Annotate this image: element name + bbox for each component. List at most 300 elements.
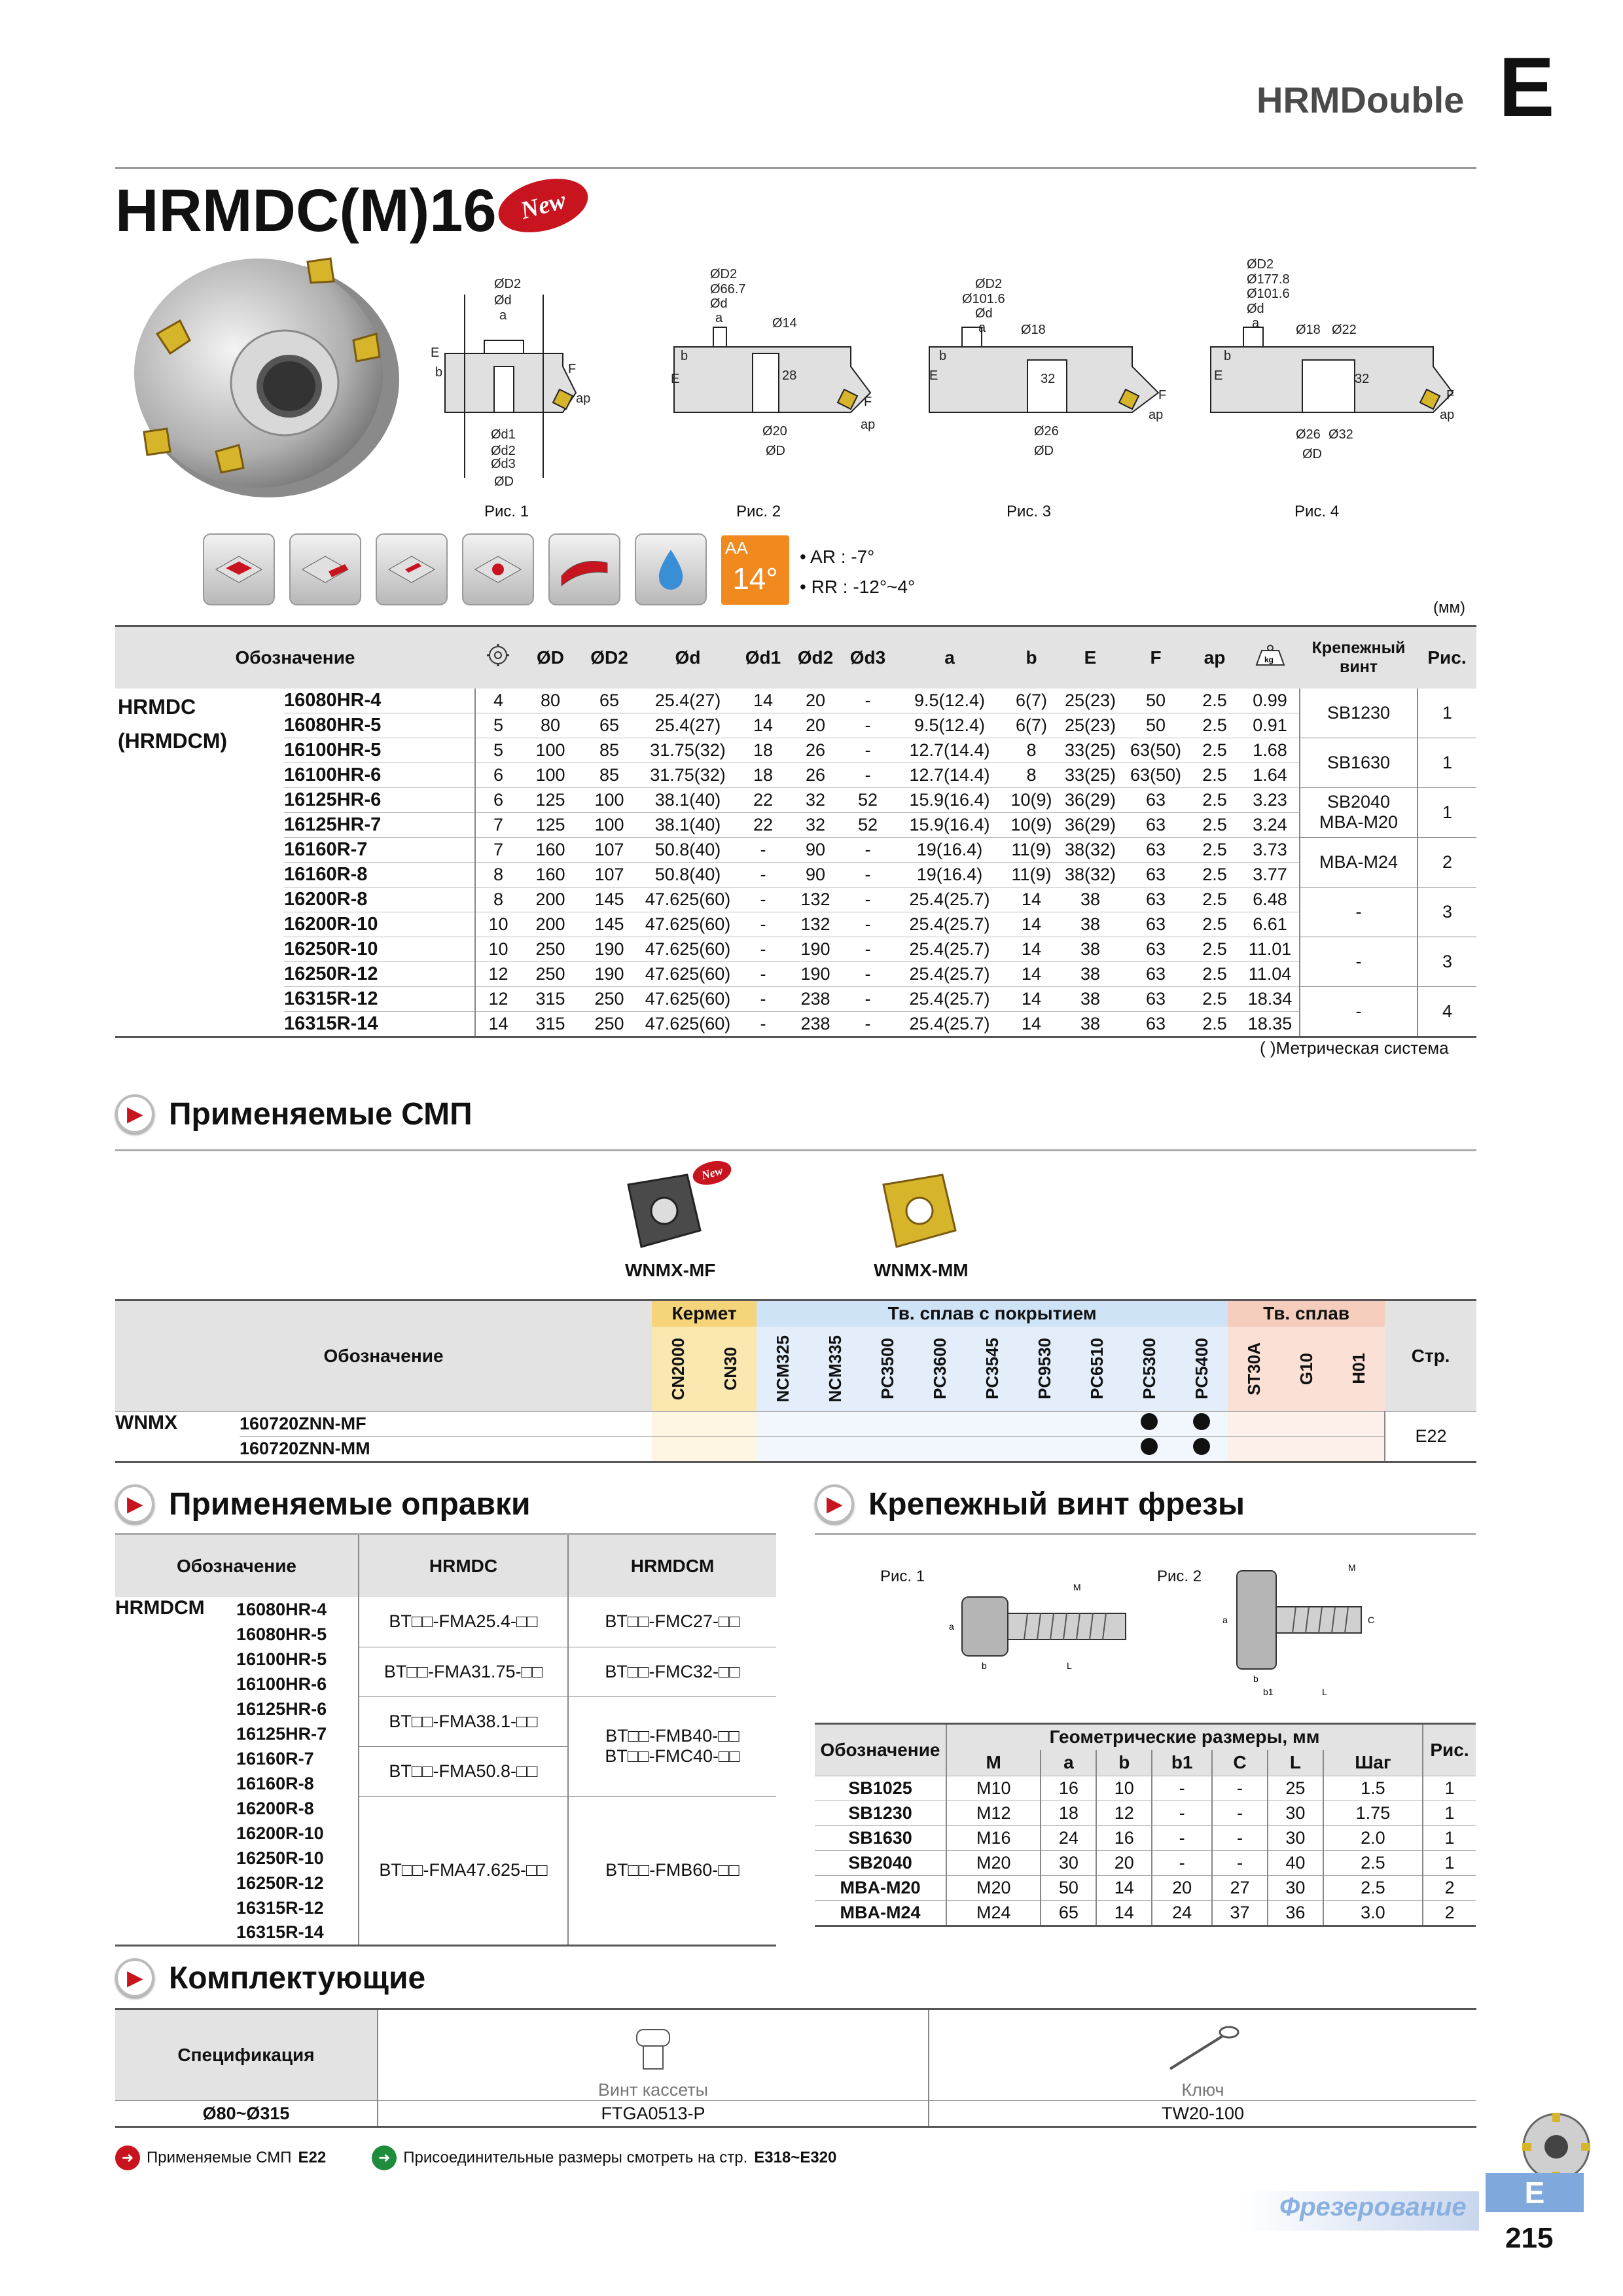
screw-row-fig: 1 <box>1423 1851 1476 1876</box>
screw-row-value: 30 <box>1268 1826 1323 1851</box>
screw-row-value: 2.5 <box>1323 1851 1423 1876</box>
svg-text:M: M <box>1073 1582 1081 1592</box>
screw-row-value: - <box>1212 1801 1268 1826</box>
brand-title: HRMDouble <box>1257 79 1465 120</box>
cell-d: 47.625(60) <box>639 986 737 1011</box>
screw-row-value: 20 <box>1096 1851 1152 1876</box>
grade-label: PC5300 <box>1139 1338 1159 1400</box>
cell-E: 38(32) <box>1058 837 1123 862</box>
svg-text:Ø14: Ø14 <box>772 316 797 331</box>
table-row <box>115 1011 1476 1037</box>
svg-text:E: E <box>1214 368 1223 383</box>
col-a: a <box>894 626 1005 689</box>
cell-d2: 132 <box>789 912 842 937</box>
screw-row-value: 14 <box>1096 1876 1152 1901</box>
svg-text:F: F <box>864 395 872 409</box>
cell-d1: 22 <box>737 787 789 812</box>
screw-row-code: SB1630 <box>848 1828 912 1848</box>
svg-text:Ø101.6: Ø101.6 <box>1247 287 1290 301</box>
grade-label: PC3500 <box>877 1338 897 1400</box>
grade-label: PC5400 <box>1191 1338 1211 1400</box>
technical-drawings <box>412 242 1472 530</box>
row-code: 16080HR-5 <box>284 713 475 738</box>
page-number: 215 <box>1505 2222 1554 2254</box>
grade-cell <box>704 1437 757 1462</box>
screw-row-value: 30 <box>1268 1876 1323 1901</box>
cell-z: 5 <box>475 713 521 738</box>
svg-text:ap: ap <box>576 391 591 406</box>
cell-D2: 85 <box>580 762 639 787</box>
col-b: b <box>1005 626 1058 689</box>
svg-text:a: a <box>978 321 986 335</box>
grade-label: PC3545 <box>982 1338 1002 1400</box>
figure-caption-2: Рис. 2 <box>736 503 781 520</box>
slot-milling-icon <box>376 533 448 605</box>
arbor-code: 16250R-12 <box>236 1873 324 1893</box>
footer-note2-ref[interactable]: E318~E320 <box>754 2149 837 2166</box>
svg-text:ØD2: ØD2 <box>975 277 1003 291</box>
screw-row <box>815 1876 1476 1901</box>
group-carbide: Тв. сплав <box>1228 1300 1385 1327</box>
arbor-hrmdc: BT□□-FMA31.75-□□ <box>359 1647 568 1696</box>
col-d2: Ød2 <box>789 626 842 689</box>
cell-d1: - <box>737 986 789 1011</box>
screw-row-value: M20 <box>946 1851 1041 1876</box>
footer-note1-ref[interactable]: E22 <box>298 2149 327 2166</box>
rake-angles <box>800 542 915 602</box>
screw-col-geometry: Геометрические размеры, мм <box>946 1724 1423 1750</box>
cell-D2: 85 <box>580 738 639 762</box>
cell-a: 15.9(16.4) <box>894 812 1005 837</box>
cell-E: 38 <box>1058 1011 1123 1037</box>
cell-ap: 2.5 <box>1188 986 1241 1011</box>
parts-col-key-label: Ключ <box>1181 2080 1224 2100</box>
screw-dim-header: b1 <box>1152 1750 1212 1776</box>
cell-ap: 2.5 <box>1188 862 1241 887</box>
screw-row-value: 30 <box>1041 1851 1096 1876</box>
svg-text:a: a <box>499 308 507 323</box>
cell-F: 50 <box>1123 713 1188 738</box>
arbor-hrmdcm-2: BT□□-FMC40-□□ <box>605 1746 740 1766</box>
cell-D2: 65 <box>580 713 639 738</box>
row-code: 16100HR-5 <box>284 738 475 762</box>
page-title: HRMDC(M)16 <box>115 177 497 244</box>
cell-z: 12 <box>475 986 521 1011</box>
grade-cell <box>704 1412 757 1437</box>
svg-text:b: b <box>939 349 947 363</box>
svg-text:b: b <box>681 349 688 363</box>
cell-z: 10 <box>475 937 521 961</box>
cell-d2: 238 <box>789 986 842 1011</box>
screw-code-2: MBA-M20 <box>1319 812 1399 832</box>
arbors-section-title: Применяемые оправки <box>169 1486 531 1522</box>
screw-dim-header: C <box>1212 1750 1268 1776</box>
svg-text:Ø22: Ø22 <box>1332 323 1357 337</box>
grade-cell <box>1018 1412 1071 1437</box>
type-label-2: (HRMDCM) <box>118 728 228 753</box>
grade-header <box>1228 1327 1280 1412</box>
grade-cell <box>1280 1437 1332 1462</box>
screw-row-value: 10 <box>1096 1776 1152 1801</box>
cell-d1: 14 <box>737 689 789 713</box>
cell-E: 38 <box>1058 912 1123 937</box>
cell-kg: 0.99 <box>1241 689 1300 713</box>
svg-text:F: F <box>1446 388 1455 403</box>
cell-a: 12.7(14.4) <box>894 762 1005 787</box>
cell-b: 11(9) <box>1005 837 1058 862</box>
cell-z: 8 <box>475 887 521 912</box>
svg-text:a: a <box>1222 1615 1228 1625</box>
grade-header <box>914 1327 966 1412</box>
screw-row-value: 2.0 <box>1323 1826 1423 1851</box>
row-code: 16125HR-6 <box>284 787 475 812</box>
cell-ap: 2.5 <box>1188 837 1241 862</box>
screw-cell <box>1300 887 1418 937</box>
cell-D: 315 <box>521 1011 580 1037</box>
screw-code: SB2040 <box>1327 792 1391 812</box>
grade-cell <box>914 1437 966 1462</box>
cell-ap: 2.5 <box>1188 887 1241 912</box>
cell-d2: 90 <box>789 862 842 887</box>
screw-row-code: MBA-M24 <box>840 1903 921 1922</box>
row-code: 16160R-8 <box>284 862 475 887</box>
grade-cell <box>1175 1437 1228 1462</box>
units-label: (мм) <box>1433 599 1465 617</box>
grade-header <box>1123 1327 1175 1412</box>
svg-text:ØD2: ØD2 <box>1247 257 1274 272</box>
grade-label: NCM335 <box>825 1335 845 1403</box>
cell-b: 14 <box>1005 1011 1058 1037</box>
grade-cell <box>809 1437 861 1462</box>
grade-header <box>1175 1327 1228 1412</box>
arbor-code: 16080HR-5 <box>236 1624 327 1644</box>
cell-d: 47.625(60) <box>639 961 737 986</box>
grade-cell <box>1175 1412 1228 1437</box>
cell-d1: 14 <box>737 713 789 738</box>
section-arrow-icon: ▶ <box>115 1958 154 1998</box>
cell-ap: 2.5 <box>1188 738 1241 762</box>
fig-cell: 1 <box>1418 689 1476 738</box>
cell-ap: 2.5 <box>1188 937 1241 961</box>
parts-col-screw-label: Винт кассеты <box>597 2080 709 2100</box>
screw-fig2-drawing <box>1217 1558 1387 1708</box>
screw-row-fig: 1 <box>1423 1826 1476 1851</box>
cell-D: 160 <box>521 862 580 887</box>
screw-dim-header: Шаг <box>1323 1750 1423 1776</box>
col-F: F <box>1123 626 1188 689</box>
arbor-code: 16315R-12 <box>236 1897 324 1918</box>
grade-header <box>1332 1327 1385 1412</box>
table-row <box>115 862 1476 887</box>
fig-cell: 1 <box>1418 738 1476 787</box>
screw-dim-header: M <box>946 1750 1041 1776</box>
screw-row-value: 27 <box>1212 1876 1268 1901</box>
cell-d1: 22 <box>737 812 789 837</box>
screw-row <box>815 1826 1476 1851</box>
cell-b: 10(9) <box>1005 787 1058 812</box>
grade-header <box>809 1327 861 1412</box>
svg-text:Ød1: Ød1 <box>491 427 516 442</box>
parts-table <box>115 2008 1476 2128</box>
row-code: 16315R-12 <box>284 986 475 1011</box>
cell-d: 50.8(40) <box>639 837 737 862</box>
cell-d3: - <box>842 986 894 1011</box>
section-arrow-icon: ▶ <box>815 1484 854 1524</box>
cell-F: 63 <box>1123 812 1188 837</box>
row-code: 16250R-10 <box>284 937 475 961</box>
cell-d3: - <box>842 713 894 738</box>
svg-text:a: a <box>949 1621 954 1632</box>
cell-b: 8 <box>1005 762 1058 787</box>
metric-footnote: ( )Метрическая система <box>1260 1038 1449 1058</box>
screw-row-code: SB2040 <box>848 1853 912 1873</box>
cell-z: 6 <box>475 787 521 812</box>
cell-d3: - <box>842 862 894 887</box>
fig-cell: 4 <box>1418 986 1476 1037</box>
screw-row-value: M10 <box>946 1776 1041 1801</box>
grade-cell <box>757 1412 809 1437</box>
cell-d: 25.4(27) <box>639 713 737 738</box>
cell-d: 47.625(60) <box>639 1011 737 1037</box>
svg-text:ØD2: ØD2 <box>710 267 738 281</box>
svg-text:Ø101.6: Ø101.6 <box>962 292 1005 306</box>
row-code: 16250R-12 <box>284 961 475 986</box>
cell-ap: 2.5 <box>1188 1011 1241 1037</box>
parts-screw-value: FTGA0513-P <box>378 2101 929 2127</box>
cell-ap: 2.5 <box>1188 912 1241 937</box>
cell-D2: 190 <box>580 937 639 961</box>
svg-text:Ø26: Ø26 <box>1296 427 1321 442</box>
cell-kg: 3.73 <box>1241 837 1300 862</box>
grade-label: CN2000 <box>668 1337 688 1400</box>
cell-D2: 250 <box>580 986 639 1011</box>
table-row <box>115 986 1476 1011</box>
screw-row-value: 1.75 <box>1323 1801 1423 1826</box>
cell-d: 31.75(32) <box>639 762 737 787</box>
cell-d1: - <box>737 837 789 862</box>
cell-a: 25.4(25.7) <box>894 1011 1005 1037</box>
availability-dot <box>1193 1413 1210 1430</box>
col-D2: ØD2 <box>580 626 639 689</box>
cell-kg: 6.48 <box>1241 887 1300 912</box>
cell-a: 15.9(16.4) <box>894 787 1005 812</box>
cell-d3: - <box>842 837 894 862</box>
svg-text:b: b <box>1253 1674 1258 1684</box>
screw-row-value: - <box>1212 1776 1268 1801</box>
screw-cell <box>1300 787 1418 837</box>
col-ap: ap <box>1188 626 1241 689</box>
cell-kg: 18.34 <box>1241 986 1300 1011</box>
cell-d1: - <box>737 912 789 937</box>
cell-E: 38 <box>1058 986 1123 1011</box>
link-arrow-icon: ➜ <box>372 2145 397 2170</box>
screw-row-code: SB1025 <box>848 1778 912 1798</box>
parts-col-spec: Спецификация <box>115 2009 378 2101</box>
screw-row-value: 2.5 <box>1323 1876 1423 1901</box>
svg-text:ØD: ØD <box>1034 444 1054 458</box>
screw-row-code: SB1230 <box>848 1803 912 1823</box>
availability-dot <box>1141 1413 1158 1430</box>
cell-d2: 32 <box>789 787 842 812</box>
cell-d: 50.8(40) <box>639 862 737 887</box>
arbors-section-header <box>115 1484 531 1524</box>
cell-E: 38(32) <box>1058 862 1123 887</box>
cell-a: 19(16.4) <box>894 862 1005 887</box>
cell-ap: 2.5 <box>1188 812 1241 837</box>
cell-a: 19(16.4) <box>894 837 1005 862</box>
fig-cell: 2 <box>1418 837 1476 887</box>
cell-d2: 190 <box>789 937 842 961</box>
screw-row-value: - <box>1212 1851 1268 1876</box>
svg-text:F: F <box>568 362 577 376</box>
svg-text:ØD: ØD <box>766 444 785 458</box>
cell-z: 7 <box>475 837 521 862</box>
type-label-1: HRMDC <box>118 694 196 719</box>
arbor-col-hrmdc: HRMDC <box>359 1535 568 1597</box>
cell-D2: 190 <box>580 961 639 986</box>
cell-ap: 2.5 <box>1188 787 1241 812</box>
arbor-hrmdcm: BT□□-FMB60-□□ <box>568 1796 776 1946</box>
screw-fig1-caption: Рис. 1 <box>880 1568 925 1585</box>
radial-rake: • RR : -12°~4° <box>800 577 916 597</box>
group-coated: Тв. сплав с покрытием <box>757 1300 1228 1327</box>
cell-a: 9.5(12.4) <box>894 713 1005 738</box>
arbor-code: 16200R-10 <box>236 1823 324 1843</box>
arbor-code: 16200R-8 <box>236 1798 314 1818</box>
row-code: 16200R-8 <box>284 887 475 912</box>
link-arrow-icon: ➜ <box>115 2145 140 2170</box>
arbor-code: 16080HR-4 <box>236 1599 327 1619</box>
screw-dimensions-table <box>815 1723 1476 1927</box>
cell-d1: - <box>737 887 789 912</box>
insert-type: WNMX <box>115 1412 177 1433</box>
cell-E: 25(23) <box>1058 713 1123 738</box>
fig-cell: 3 <box>1418 937 1476 986</box>
arbor-code: 16250R-10 <box>236 1848 324 1868</box>
screw-row <box>815 1901 1476 1926</box>
svg-text:Ø18: Ø18 <box>1021 323 1046 337</box>
svg-text:Ø66.7: Ø66.7 <box>710 282 746 296</box>
col-designation: Обозначение <box>115 626 475 689</box>
cell-b: 14 <box>1005 887 1058 912</box>
cell-a: 9.5(12.4) <box>894 689 1005 713</box>
cell-z: 12 <box>475 961 521 986</box>
cell-E: 33(25) <box>1058 738 1123 762</box>
cell-D: 125 <box>521 812 580 837</box>
screw-row-value: - <box>1152 1801 1212 1826</box>
screw-row-value: 16 <box>1096 1826 1152 1851</box>
cell-kg: 11.04 <box>1241 961 1300 986</box>
cell-z: 4 <box>475 689 521 713</box>
cell-a: 25.4(25.7) <box>894 912 1005 937</box>
grade-cell <box>1228 1437 1280 1462</box>
cell-z: 5 <box>475 738 521 762</box>
screw-code: - <box>1355 1001 1362 1021</box>
screw-row-value: - <box>1152 1826 1212 1851</box>
cell-d3: - <box>842 887 894 912</box>
parts-section-header <box>115 1958 425 1998</box>
insert-mm-label: WNMX-MM <box>874 1260 969 1280</box>
cell-d1: - <box>737 937 789 961</box>
insert-col-designation: Обозначение <box>115 1300 652 1412</box>
cell-d: 47.625(60) <box>639 887 737 912</box>
svg-text:L: L <box>1067 1660 1072 1671</box>
cell-z: 7 <box>475 812 521 837</box>
cell-kg: 1.68 <box>1241 738 1300 762</box>
pocket-milling-icon <box>462 533 534 605</box>
table-row <box>115 762 1476 787</box>
screw-code: MBA-M24 <box>1319 852 1399 872</box>
col-E: E <box>1058 626 1123 689</box>
cell-ap: 2.5 <box>1188 713 1241 738</box>
cell-d2: 90 <box>789 837 842 862</box>
screw-section-header <box>815 1484 1245 1524</box>
section-arrow-icon: ▶ <box>115 1094 154 1134</box>
grade-cell <box>966 1437 1018 1462</box>
cell-d3: - <box>842 961 894 986</box>
screw-row-value: - <box>1152 1776 1212 1801</box>
grade-cell <box>1228 1412 1280 1437</box>
cell-d1: 18 <box>737 762 789 787</box>
grade-cell <box>861 1437 914 1462</box>
arbor-code: 16100HR-6 <box>236 1674 327 1694</box>
cell-F: 63 <box>1123 787 1188 812</box>
cell-d: 31.75(32) <box>639 738 737 762</box>
insert-col-page: Стр. <box>1385 1300 1476 1412</box>
inserts-section-title: Применяемые СМП <box>169 1096 473 1132</box>
cell-b: 14 <box>1005 912 1058 937</box>
grade-cell <box>1123 1412 1175 1437</box>
screw-row <box>815 1801 1476 1826</box>
screw-row-value: - <box>1152 1851 1212 1876</box>
grade-label: CN30 <box>720 1347 740 1391</box>
svg-text:Ø32: Ø32 <box>1329 427 1353 442</box>
screw-row-value: 65 <box>1041 1901 1096 1926</box>
cell-ap: 2.5 <box>1188 689 1241 713</box>
screw-row-fig: 1 <box>1423 1801 1476 1826</box>
cell-kg: 3.24 <box>1241 812 1300 837</box>
grade-label: NCM325 <box>772 1335 793 1403</box>
screw-row-value: 3.0 <box>1323 1901 1423 1926</box>
grade-label: ST30A <box>1243 1342 1264 1395</box>
table-row <box>115 912 1476 937</box>
screw-row-value: 14 <box>1096 1901 1152 1926</box>
col-fig: Рис. <box>1418 626 1476 689</box>
grade-header <box>704 1327 757 1412</box>
cell-d: 47.625(60) <box>639 937 737 961</box>
cell-E: 38 <box>1058 961 1123 986</box>
svg-text:C: C <box>1368 1615 1375 1625</box>
screw-cell <box>1300 837 1418 887</box>
screw-row-value: 24 <box>1041 1826 1096 1851</box>
grade-label: PC3600 <box>929 1338 950 1400</box>
screw-row-value: 40 <box>1268 1851 1323 1876</box>
cell-d: 38.1(40) <box>639 787 737 812</box>
grade-label: PC9530 <box>1034 1338 1054 1400</box>
grade-header <box>1018 1327 1071 1412</box>
cell-F: 63 <box>1123 862 1188 887</box>
cell-E: 36(29) <box>1058 812 1123 837</box>
grade-label: H01 <box>1348 1353 1368 1385</box>
screw-row-value: 36 <box>1268 1901 1323 1926</box>
grade-cell <box>1071 1412 1123 1437</box>
grade-cell <box>1332 1437 1385 1462</box>
cell-d3: - <box>842 937 894 961</box>
screw-row-fig: 2 <box>1423 1901 1476 1926</box>
insert-new-badge: New <box>690 1157 734 1189</box>
cell-d2: 26 <box>789 738 842 762</box>
arbor-code: 16160R-7 <box>236 1748 314 1768</box>
